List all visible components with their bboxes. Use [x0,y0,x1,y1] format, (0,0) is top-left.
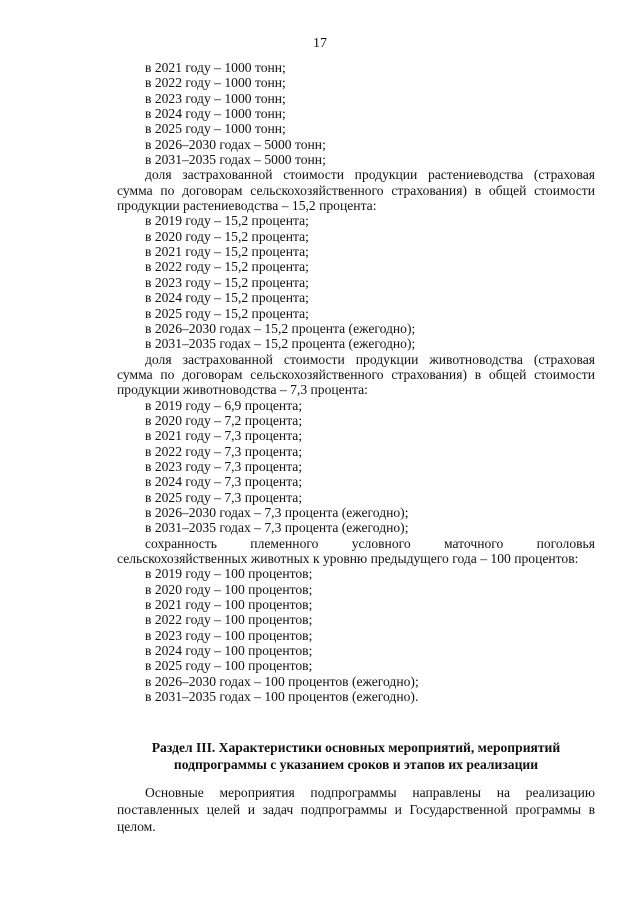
year-value-line: в 2024 году – 1000 тонн; [145,106,286,122]
year-value-line: в 2021 году – 15,2 процента; [145,244,309,260]
year-value-line: в 2026–2030 годах – 5000 тонн; [145,136,326,152]
year-value-line: в 2024 году – 15,2 процента; [145,290,309,306]
year-value-line: в 2021 году – 100 процентов; [145,597,313,613]
document-body [117,60,595,704]
year-value-line: в 2024 году – 7,3 процента; [145,474,303,490]
year-value-line: в 2020 году – 15,2 процента; [145,228,309,244]
year-value-line: в 2020 году – 7,2 процента; [145,412,303,428]
year-value-line: в 2025 году – 15,2 процента; [145,305,309,321]
year-value-line: в 2019 году – 6,9 процента; [145,397,303,413]
year-value-line: в 2020 году – 100 процентов; [145,581,313,597]
year-value-line: в 2031–2035 годах – 15,2 процента (ежегодно); [145,336,416,352]
year-value-line: в 2022 году – 100 процентов; [145,612,313,628]
year-value-line: в 2023 году – 1000 тонн; [145,90,286,106]
year-value-line: в 2031–2035 годах – 5000 тонн; [145,152,326,168]
year-value-line: в 2031–2035 годах – 100 процентов (ежегодно). [145,689,419,705]
year-value-line: в 2023 году – 7,3 процента; [145,458,303,474]
section-heading-line-2: подпрограммы с указанием сроков и этапов их реализации [173,757,539,772]
page-number: 17 [313,36,327,51]
year-value-line: в 2022 году – 1000 тонн; [145,75,286,91]
year-value-line: в 2019 году – 100 процентов; [145,566,313,582]
year-value-line: в 2019 году – 15,2 процента; [145,213,309,229]
year-value-line: в 2025 году – 100 процентов; [145,658,313,674]
year-value-line: в 2021 году – 1000 тонн; [145,60,286,75]
year-value-line: в 2023 году – 15,2 процента; [145,274,309,290]
year-value-line: в 2026–2030 годах – 15,2 процента (ежегодно); [145,320,416,336]
indicator-paragraph: доля застрахованной стоимости продукции растениеводства (страховая сумма по договорам сельскохозяйственного страхования) в общей стоимости продукции растениеводства – 15,2 процента: [117,167,595,214]
year-value-line: в 2026–2030 годах – 100 процентов (ежегодно); [145,673,419,689]
year-value-line: в 2025 году – 7,3 процента; [145,489,303,505]
year-value-line: в 2024 году – 100 процентов; [145,643,313,659]
year-value-line: в 2026–2030 годах – 7,3 процента (ежегодно); [145,504,409,520]
indicator-paragraph: сохранность племенного условного маточного поголовья сельскохозяйственных животных к уровню предыдущего года – 100 процентов: [117,535,595,566]
section-heading-line-1: Раздел III. Характеристики основных мероприятий, мероприятий [151,740,561,755]
section-heading [117,739,595,773]
indicator-paragraph: доля застрахованной стоимости продукции животноводства (страховая сумма по договорам сельскохозяйственного страхования) в общей стоимости продукции животноводства – 7,3 процента: [117,351,595,398]
year-value-line: в 2025 году – 1000 тонн; [145,121,286,137]
year-value-line: в 2031–2035 годах – 7,3 процента (ежегодно); [145,520,409,536]
year-value-line: в 2022 году – 7,3 процента; [145,443,303,459]
year-value-line: в 2023 году – 100 процентов; [145,627,313,643]
year-value-line: в 2022 году – 15,2 процента; [145,259,309,275]
closing-paragraph: Основные мероприятия подпрограммы направлены на реализацию поставленных целей и задач подпрограммы и Государственной программы в целом. [117,785,595,834]
year-value-line: в 2021 году – 7,3 процента; [145,428,303,444]
